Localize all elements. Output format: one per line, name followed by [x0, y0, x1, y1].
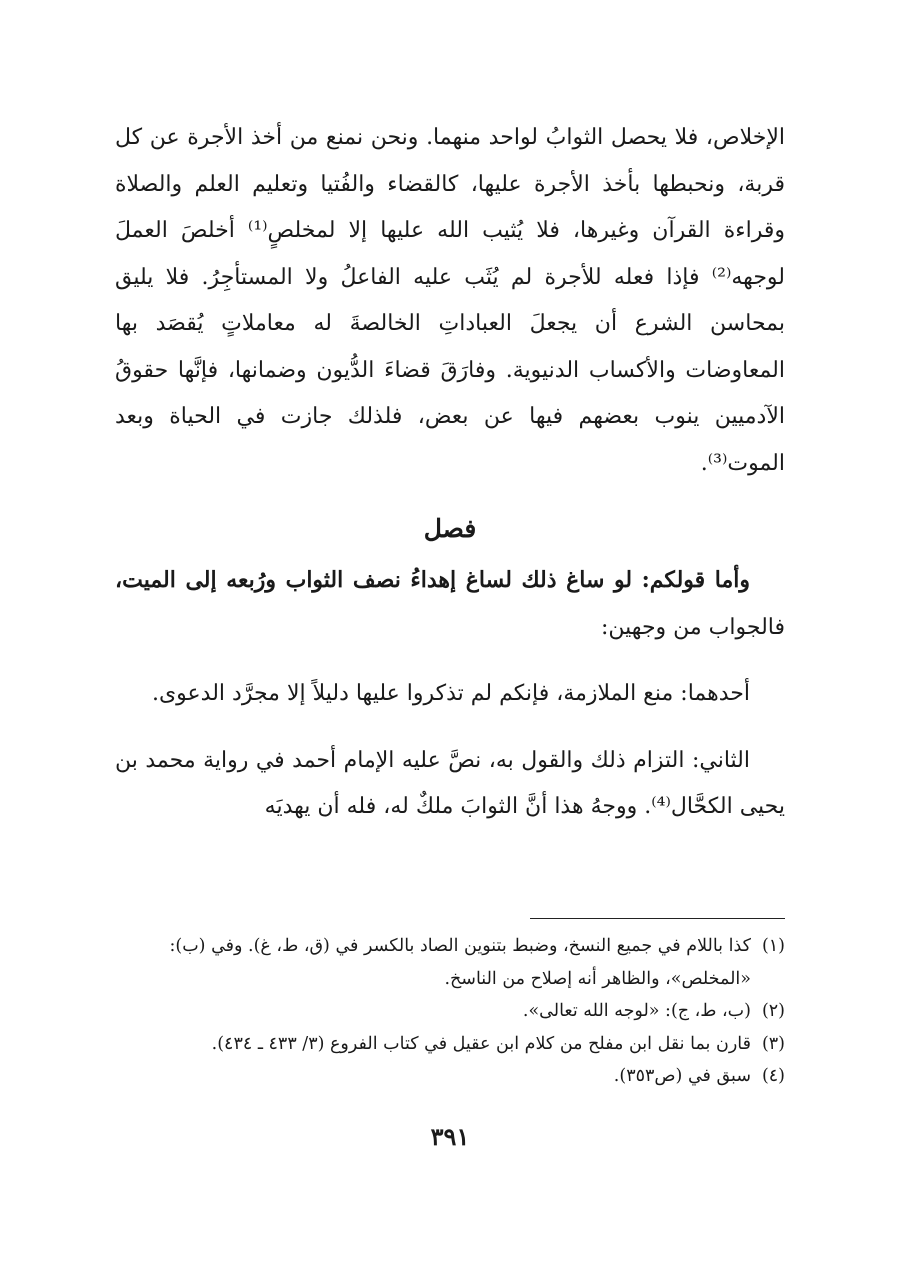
- paragraph-3: أحدهما: منع الملازمة، فإنكم لم تذكروا عليها دليلاً إلا مجرَّد الدعوى.: [151, 681, 750, 706]
- footnote-number: (٣): [761, 1033, 785, 1054]
- paragraph-4: الثاني: التزام ذلك والقول به، نصَّ عليه الإمام أحمد في رواية محمد بن يحيى الكحَّال⁽⁴⁾. ووجهُ هذا أنَّ الثوابَ ملكٌ له، فله أن يهديَه: [115, 747, 785, 819]
- footnote-2: [115, 995, 785, 1028]
- paragraph-2-bold: وأما قولكم: لو ساغ ذلك لساغ إهداءُ نصف الثواب ورُبعه إلى الميت،: [115, 567, 750, 593]
- footnote-1: [115, 930, 785, 995]
- paragraph-gap: [115, 651, 785, 671]
- footnote-divider: [530, 918, 785, 919]
- footnote-number: (٤): [761, 1066, 785, 1086]
- page-number: ٣٩١: [430, 1122, 470, 1151]
- main-text: [115, 115, 785, 831]
- footnote-text: سبق في (ص٣٥٣).: [613, 1066, 751, 1086]
- paragraph-gap: [115, 718, 785, 738]
- paragraph-2-rest: فالجواب من وجهين:: [601, 614, 785, 640]
- footnote-text: (ب، ط، ج): «لوجه الله تعالى».: [522, 1001, 751, 1021]
- footnote-4: [115, 1060, 785, 1093]
- footnote-number: (١): [761, 936, 785, 956]
- section-heading: فصل: [423, 514, 477, 543]
- paragraph-1: الإخلاص، فلا يحصل الثوابُ لواحد منهما. ونحن نمنع من أخذ الأجرة عن كل قربة، ونحبطها بأخذ الأجرة عليها، كالقضاء والفُتيا وتعليم العلم والصلاة وقراءة القرآن وغيرها، فلا يُثيب الله عليها إلا لمخلصٍ⁽¹⁾ أخلصَ العملَ لوجهه⁽²⁾ فإذا فعله للأجرة لم يُثَب عليه الفاعلُ ولا المستأجِرُ. فلا يليق بمحاسن الشرع أن يجعلَ العباداتِ الخالصةَ له معاملاتٍ يُقصَد بها المعاوضات والأكساب الدنيوية. وفارَقَ قضاءَ الدُّيون وضمانها، فإنَّها حقوقُ الآدميين ينوب بعضهم فيها عن بعض، فلذلك جازت في الحياة وبعد الموت⁽³⁾.: [115, 125, 785, 476]
- paragraph-2: [115, 557, 785, 651]
- footnotes: [115, 930, 785, 1093]
- footnote-3: [115, 1028, 785, 1061]
- footnote-number: (٢): [761, 1001, 785, 1021]
- footnote-text: كذا باللام في جميع النسخ، وضبط بتنوين الصاد بالكسر في (ق، ط، غ). وفي (ب): «المخلص»، والظاهر أنه إصلاح من الناسخ.: [169, 936, 751, 989]
- footnote-text: قارن بما نقل ابن مفلح من كلام ابن عقيل في كتاب الفروع (٣/ ٤٣٣ ـ ٤٣٤).: [211, 1033, 751, 1054]
